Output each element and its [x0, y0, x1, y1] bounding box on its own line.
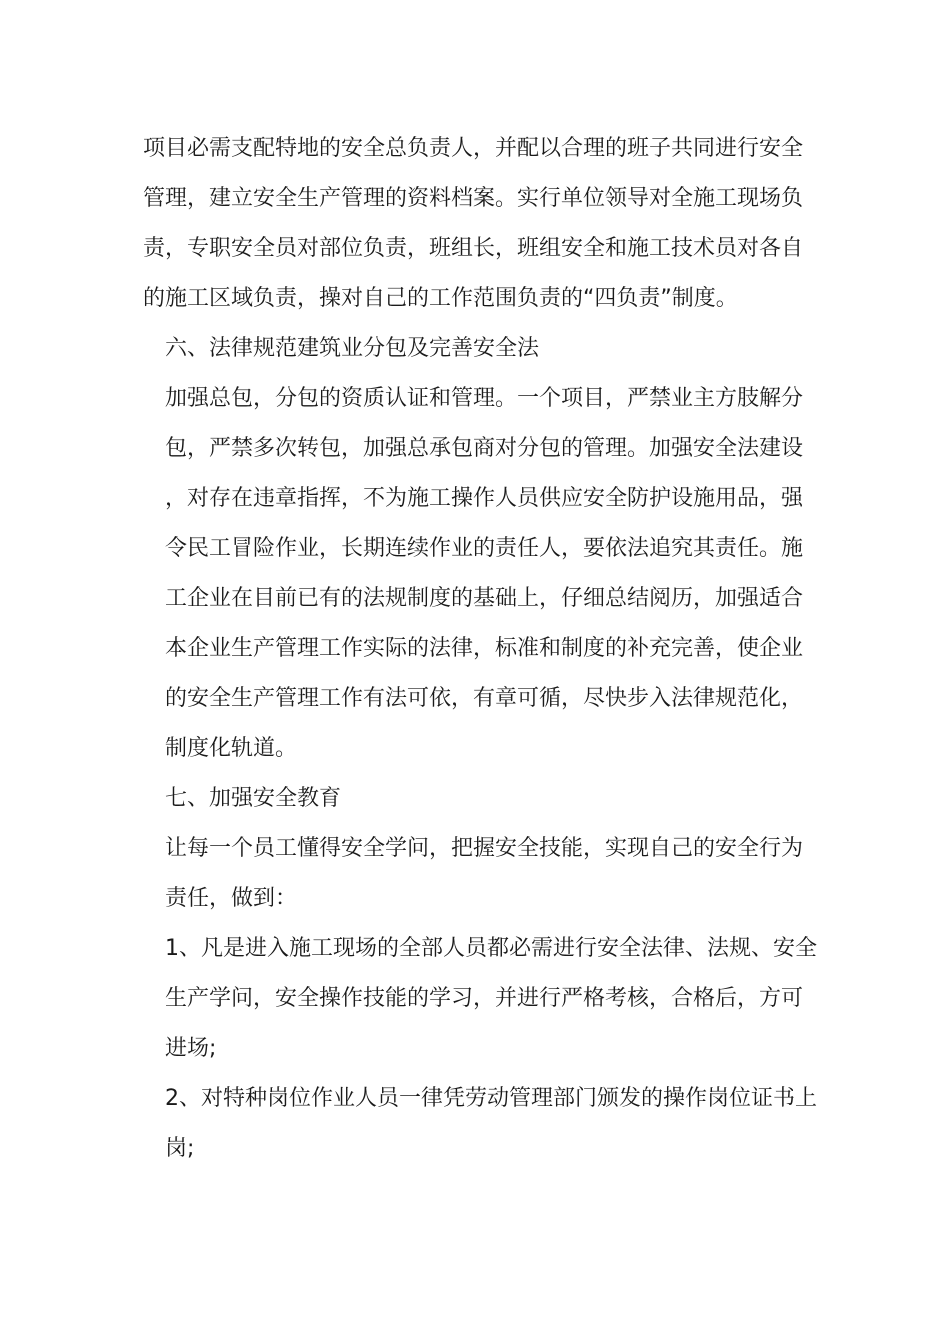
paragraph-responsibility: 项目必需支配特地的安全总负责人，并配以合理的班子共同进行安全管理，建立安全生产管理的资料档案。实行单位领导对全施工现场负责，专职安全员对部位负责，班组长，班组安全和施工技术员对各自的施工区域负责，操对自己的工作范围负责的“四负责”制度。 [143, 136, 804, 311]
paragraph-subcontracting: 加强总包，分包的资质认证和管理。一个项目，严禁业主方肢解分包，严禁多次转包，加强总承包商对分包的管理。加强安全法建设，对存在违章指挥，不为施工操作人员供应安全防护设施用品，强令民工冒险作业，长期连续作业的责任人，要依法追究其责任。施工企业在目前已有的法规制度的基础上，仔细总结阅历，加强适合本企业生产管理工作实际的法律，标准和制度的补充完善，使企业的安全生产管理工作有法可依，有章可循，尽快步入法律规范化，制度化轨道。 [165, 386, 804, 761]
list-item-1: 1、凡是进入施工现场的全部人员都必需进行安全法律、法规、安全生产学问，安全操作技能的学习，并进行严格考核，合格后，方可进场; [165, 936, 817, 1061]
document-body [143, 124, 823, 1174]
paragraph-education-intro: 让每一个员工懂得安全学问，把握安全技能，实现自己的安全行为责任，做到： [165, 836, 804, 911]
section-heading-seven: 七、加强安全教育 [165, 786, 342, 811]
list-item-2: 2、对特种岗位作业人员一律凭劳动管理部门颁发的操作岗位证书上岗; [165, 1086, 817, 1161]
section-heading-six: 六、法律规范建筑业分包及完善安全法 [165, 336, 540, 361]
